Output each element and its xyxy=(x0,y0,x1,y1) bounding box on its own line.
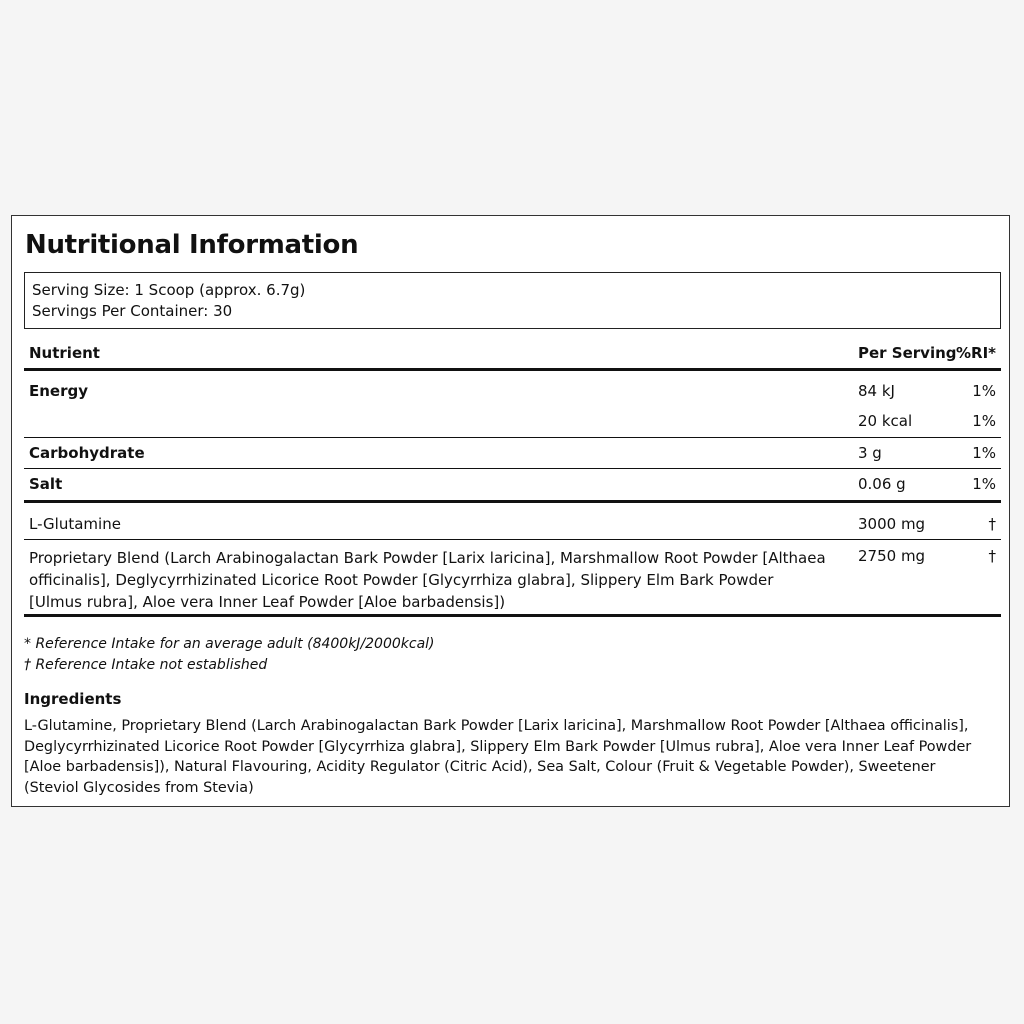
header-ri: %RI* xyxy=(955,344,996,362)
divider xyxy=(24,614,1001,617)
energy-kj-ri: 1% xyxy=(972,382,996,400)
energy-kcal: 20 kcal xyxy=(858,412,913,430)
blend-value: 2750 mg xyxy=(858,547,926,565)
table-header-row xyxy=(24,340,1001,368)
energy-kcal-ri: 1% xyxy=(972,412,996,430)
energy-kj: 84 kJ xyxy=(858,382,895,400)
page-title: Nutritional Information xyxy=(25,230,359,260)
footnote-dagger: † Reference Intake not established xyxy=(24,657,268,673)
salt-value: 0.06 g xyxy=(858,475,906,493)
glutamine-name: L-Glutamine xyxy=(29,515,121,533)
serving-size: Serving Size: 1 Scoop (approx. 6.7g) xyxy=(32,281,306,299)
blend-name: Proprietary Blend (Larch Arabinogalactan Bark Powder [Larix laricina], Marshmallow Root Powder [Althaea officinalis], Deglycyrrhizinated Licorice Root Powder [Glycyrrhiza glabra], Slippery Elm Bark Powder [Ulmus rubra], Aloe vera Inner Leaf Powder [Aloe barbadensis]) xyxy=(29,549,826,611)
table-row-energy xyxy=(24,371,1001,437)
salt-ri: 1% xyxy=(972,475,996,493)
carbohydrate-ri: 1% xyxy=(972,444,996,462)
nutrition-table xyxy=(24,340,1001,617)
nutrition-panel xyxy=(11,215,1010,807)
blend-ri: † xyxy=(988,547,996,565)
servings-per-container: Servings Per Container: 30 xyxy=(32,302,233,320)
table-row-blend xyxy=(24,540,1001,614)
header-per-serving: Per Serving xyxy=(858,344,957,362)
footnote-ri: * Reference Intake for an average adult (8400kJ/2000kcal) xyxy=(24,636,435,652)
glutamine-value: 3000 mg xyxy=(858,515,926,533)
table-row-carbohydrate xyxy=(24,438,1001,468)
header-nutrient: Nutrient xyxy=(29,344,100,362)
ingredients-heading: Ingredients xyxy=(24,690,122,708)
ingredients-text: L-Glutamine, Proprietary Blend (Larch Arabinogalactan Bark Powder [Larix laricina], Marshmallow Root Powder [Althaea officinalis], Deglycyrrhizinated Licorice Root Powder [Glycyrrhiza glabra], Slippery Elm Bark Powder [Ulmus rubra], Aloe vera Inner Leaf Powder [Aloe barbadensis]), Natural Flavouring, Acidity Regulator (Citric Acid), Sea Salt, Colour (Fruit & Vegetable Powder), Sweetener (Steviol Glycosides from Stevia) xyxy=(24,718,972,796)
footnotes xyxy=(24,634,435,676)
salt-name: Salt xyxy=(29,475,63,493)
table-row-salt xyxy=(24,469,1001,500)
energy-name: Energy xyxy=(29,382,89,400)
carbohydrate-name: Carbohydrate xyxy=(29,444,145,462)
carbohydrate-value: 3 g xyxy=(858,444,882,462)
glutamine-ri: † xyxy=(988,515,996,533)
serving-info-box xyxy=(24,272,1001,329)
table-row-glutamine xyxy=(24,503,1001,539)
